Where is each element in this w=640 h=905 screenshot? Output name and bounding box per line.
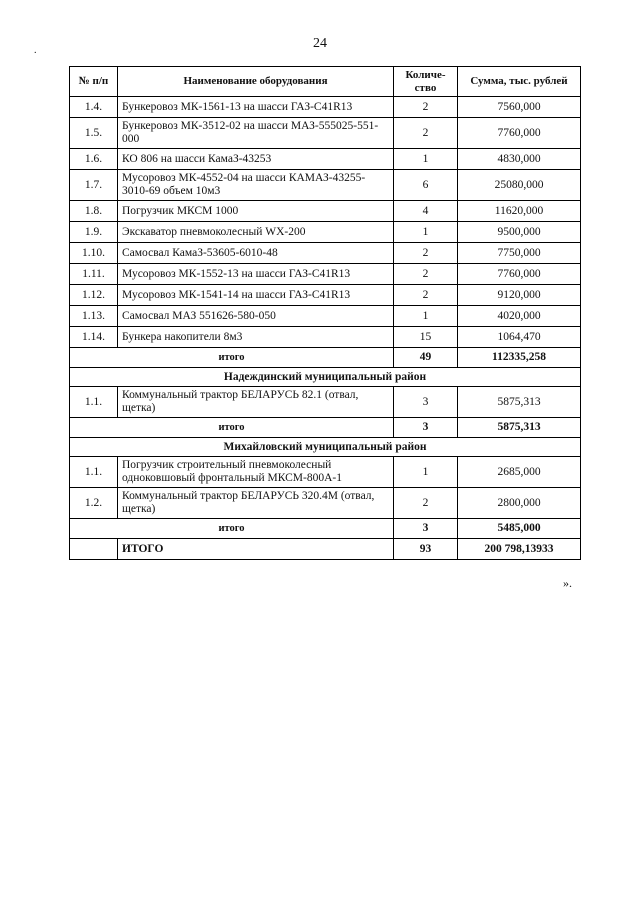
row-sum: 1064,470 (458, 327, 581, 348)
section-title: Михайловский муниципальный район (70, 438, 581, 457)
closing-quote: ». (563, 576, 572, 590)
row-num: 1.13. (70, 306, 118, 327)
row-sum: 25080,000 (458, 170, 581, 201)
row-sum: 4020,000 (458, 306, 581, 327)
row-num: 1.1. (70, 457, 118, 488)
row-name: Экскаватор пневмоколесный WX-200 (118, 222, 394, 243)
subtotal-label: итого (70, 519, 394, 539)
section-title: Надеждинский муниципальный район (70, 368, 581, 387)
row-qty: 4 (394, 201, 458, 222)
subtotal-row (70, 418, 581, 438)
subtotal-qty: 3 (394, 519, 458, 539)
row-num: 1.14. (70, 327, 118, 348)
row-num: 1.6. (70, 149, 118, 170)
row-name: Мусоровоз МК-1541-14 на шасси ГАЗ-С41R13 (118, 285, 394, 306)
row-num: 1.9. (70, 222, 118, 243)
subtotal-row (70, 348, 581, 368)
row-qty: 2 (394, 118, 458, 149)
subtotal-qty: 49 (394, 348, 458, 368)
row-sum: 7750,000 (458, 243, 581, 264)
grand-total-row (70, 539, 581, 560)
row-qty: 15 (394, 327, 458, 348)
row-qty: 1 (394, 222, 458, 243)
table-row (70, 201, 581, 222)
row-sum: 9500,000 (458, 222, 581, 243)
row-qty: 2 (394, 285, 458, 306)
table-row (70, 243, 581, 264)
row-qty: 1 (394, 306, 458, 327)
table-row (70, 170, 581, 201)
row-sum: 4830,000 (458, 149, 581, 170)
row-qty: 2 (394, 488, 458, 519)
row-num: 1.4. (70, 97, 118, 118)
table-row (70, 97, 581, 118)
subtotal-qty: 3 (394, 418, 458, 438)
table-row (70, 488, 581, 519)
subtotal-sum: 112335,258 (458, 348, 581, 368)
grand-total-qty: 93 (394, 539, 458, 560)
row-sum: 11620,000 (458, 201, 581, 222)
row-name: КО 806 на шасси КамаЗ-43253 (118, 149, 394, 170)
row-name: Бункеровоз МК-3512-02 на шасси МАЗ-555025-551-000 (118, 118, 394, 149)
header-num: № п/п (70, 67, 118, 97)
header-qty: Количе-ство (394, 67, 458, 97)
row-num: 1.1. (70, 387, 118, 418)
table-row (70, 285, 581, 306)
row-name: Самосвал КамаЗ-53605-6010-48 (118, 243, 394, 264)
row-qty: 3 (394, 387, 458, 418)
row-num: 1.8. (70, 201, 118, 222)
row-qty: 2 (394, 97, 458, 118)
header-name: Наименование оборудования (118, 67, 394, 97)
section-header-row (70, 438, 581, 457)
equipment-table (69, 66, 581, 560)
row-num: 1.7. (70, 170, 118, 201)
row-name: Мусоровоз МК-1552-13 на шасси ГАЗ-С41R13 (118, 264, 394, 285)
table-header-row (70, 67, 581, 97)
row-num: 1.12. (70, 285, 118, 306)
row-sum: 2685,000 (458, 457, 581, 488)
grand-total-empty (70, 539, 118, 560)
row-name: Самосвал МАЗ 551626-580-050 (118, 306, 394, 327)
row-qty: 6 (394, 170, 458, 201)
table-row (70, 327, 581, 348)
subtotal-sum: 5485,000 (458, 519, 581, 539)
table-row (70, 387, 581, 418)
row-qty: 1 (394, 149, 458, 170)
row-sum: 7760,000 (458, 118, 581, 149)
row-name: Коммунальный трактор БЕЛАРУСЬ 82.1 (отвал, щетка) (118, 387, 394, 418)
row-sum: 5875,313 (458, 387, 581, 418)
grand-total-label: ИТОГО (118, 539, 394, 560)
page-number: 24 (313, 36, 327, 51)
subtotal-row (70, 519, 581, 539)
row-name: Бункеровоз МК-1561-13 на шасси ГАЗ-С41R13 (118, 97, 394, 118)
table-row (70, 306, 581, 327)
row-sum: 7560,000 (458, 97, 581, 118)
row-qty: 1 (394, 457, 458, 488)
table-row (70, 118, 581, 149)
row-qty: 2 (394, 243, 458, 264)
row-num: 1.5. (70, 118, 118, 149)
table-row (70, 264, 581, 285)
row-sum: 2800,000 (458, 488, 581, 519)
row-qty: 2 (394, 264, 458, 285)
row-name: Погрузчик строительный пневмоколесный одноковшовый фронтальный МКСМ-800А-1 (118, 457, 394, 488)
row-name: Погрузчик МКСМ 1000 (118, 201, 394, 222)
row-name: Бункера накопители 8м3 (118, 327, 394, 348)
table-row (70, 149, 581, 170)
table-row (70, 222, 581, 243)
subtotal-label: итого (70, 418, 394, 438)
grand-total-sum: 200 798,13933 (458, 539, 581, 560)
header-sum: Сумма, тыс. рублей (458, 67, 581, 97)
subtotal-label: итого (70, 348, 394, 368)
row-num: 1.10. (70, 243, 118, 264)
section-header-row (70, 368, 581, 387)
row-num: 1.11. (70, 264, 118, 285)
row-name: Коммунальный трактор БЕЛАРУСЬ 320.4М (отвал, щетка) (118, 488, 394, 519)
table-row (70, 457, 581, 488)
row-name: Мусоровоз МК-4552-04 на шасси КАМАЗ-43255-3010-69 объем 10м3 (118, 170, 394, 201)
row-num: 1.2. (70, 488, 118, 519)
row-sum: 9120,000 (458, 285, 581, 306)
row-sum: 7760,000 (458, 264, 581, 285)
subtotal-sum: 5875,313 (458, 418, 581, 438)
stray-mark: . (34, 45, 37, 56)
